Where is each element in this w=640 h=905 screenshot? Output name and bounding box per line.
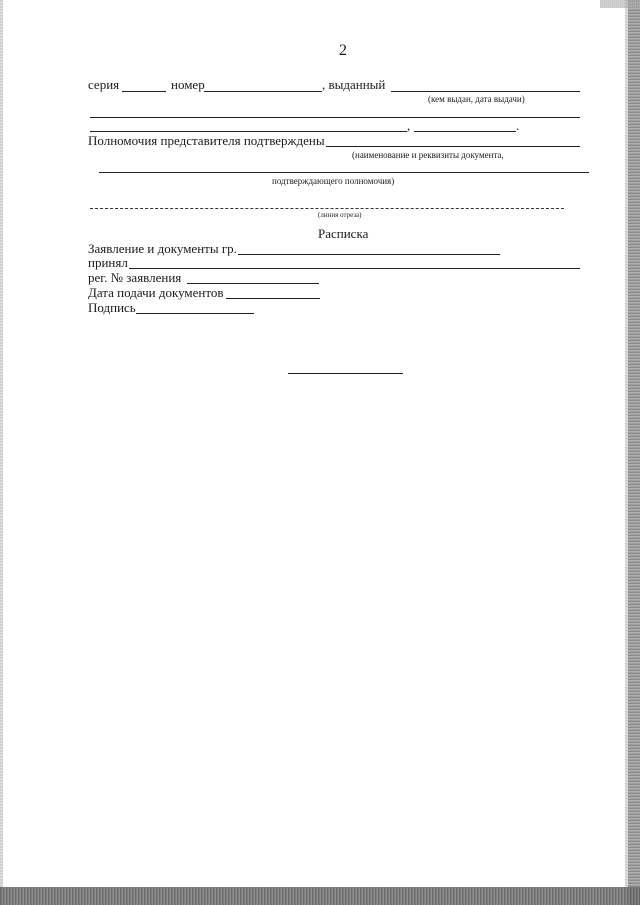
scan-edge-corner: [600, 0, 640, 8]
number-label: номер: [171, 77, 205, 92]
scan-edge-right: [628, 0, 640, 905]
powers-document-hint-1: (наименование и реквизиты документа,: [352, 150, 504, 160]
powers-document-field-continuation[interactable]: [99, 172, 589, 173]
series-field[interactable]: [122, 91, 166, 92]
page-number: 2: [339, 42, 347, 59]
powers-document-field[interactable]: [326, 146, 580, 147]
applicant-name-field[interactable]: [238, 254, 500, 255]
issued-hint: (кем выдан, дата выдачи): [428, 94, 525, 104]
reg-number-field[interactable]: [187, 283, 319, 284]
closing-line: [288, 373, 403, 374]
receipt-title: Расписка: [318, 226, 369, 241]
issued-label: , выданный: [322, 77, 386, 92]
powers-label: Полномочия представителя подтверждены: [88, 133, 325, 148]
submission-date-field[interactable]: [226, 298, 320, 299]
accepted-label: принял: [88, 255, 128, 270]
issuer-field[interactable]: [90, 131, 407, 132]
powers-document-hint-2: подтверждающего полномочия): [272, 176, 395, 186]
scan-edge-bottom: [0, 887, 640, 905]
cut-line: [90, 208, 564, 209]
signature-field[interactable]: [136, 313, 254, 314]
issue-date-field[interactable]: [414, 131, 516, 132]
issued-field-continuation[interactable]: [90, 117, 580, 118]
scan-edge-left: [0, 0, 3, 905]
series-label: серия: [88, 77, 120, 92]
accepted-by-field[interactable]: [129, 268, 580, 269]
number-field[interactable]: [204, 91, 322, 92]
comma-separator: ,: [407, 118, 411, 133]
reg-number-label: рег. № заявления: [88, 270, 182, 285]
signature-label: Подпись: [88, 300, 136, 315]
period-separator: .: [516, 118, 520, 133]
issued-field[interactable]: [391, 91, 580, 92]
submission-date-label: Дата подачи документов: [88, 285, 224, 300]
statement-label: Заявление и документы гр.: [88, 241, 237, 256]
cut-line-label: (линия отреза): [318, 211, 362, 219]
